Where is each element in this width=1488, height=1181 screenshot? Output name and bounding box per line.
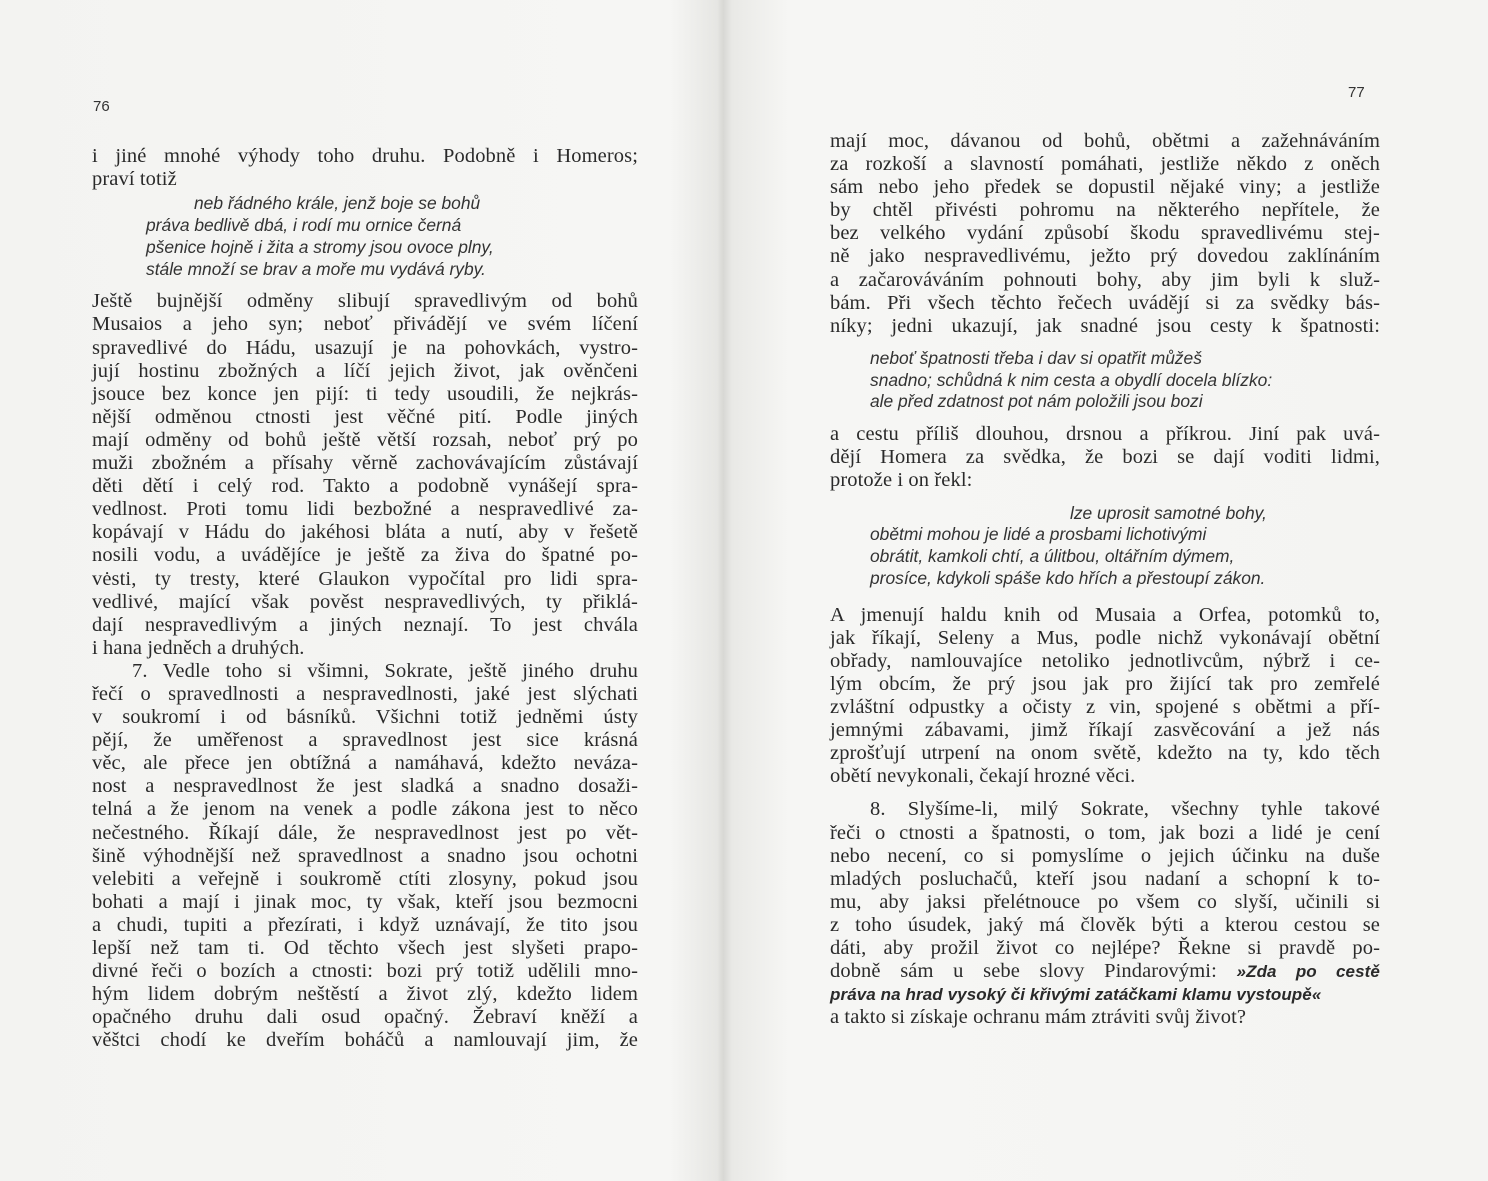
text-line: 7. Vedle toho si všimni, Sokrate, ještě jiného druhu <box>132 659 638 682</box>
text-line: mají odměny od bohů ještě větší rozsah, neboť prý po <box>92 428 638 451</box>
verse-line: obrátit, kamkoli chtí, a úlitbou, oltářním dýmem, <box>870 546 1235 567</box>
text-line: z toho úsudek, jaký má člověk býti a kterou cestou se <box>830 913 1380 936</box>
text-line <box>830 983 1380 1006</box>
text-line: ně jako nespravedlivému, ježto prý dovedou zaklínáním <box>830 245 1380 268</box>
text-line: vėsti, ty tresty, které Glaukon vypočítal pro lidi spra- <box>92 567 638 590</box>
text-line: a takto si získaje ochranu mám ztráviti svůj život? <box>830 1006 1247 1029</box>
text-line: řečí o spravedlnosti a nespravedlnosti, jaké jest slýchati <box>92 682 638 705</box>
left-page <box>0 0 700 1181</box>
right-page-text <box>830 130 1380 1029</box>
text-line: by chtěl přivésti pohromu na některého nepřítele, že <box>830 199 1380 222</box>
text-line: bám. Při všech těchto řečech uvádějí si za svědky bás- <box>830 291 1380 314</box>
verse-quote <box>830 503 1380 590</box>
text-line: za rozkoší a slavností pomáhati, jestliže někdo z oněch <box>830 153 1380 176</box>
page-number-left: 76 <box>93 98 110 115</box>
text-line: jují hostinu zbožných a líčí jejich život, jak ověnčeni <box>92 359 638 382</box>
text-line: nější odměnou ctnosti jest věčné pití. Podle jiných <box>92 405 638 428</box>
verse-quote <box>92 193 638 280</box>
text-line: i hana jedněch a druhých. <box>92 636 305 659</box>
text-line <box>830 960 1380 983</box>
text-line: řeči o ctnosti a špatnosti, o tom, jak bozi a lidé je cení <box>830 821 1380 844</box>
text-line: a začarováváním pohnouti bohy, aby jim byli k služ- <box>830 268 1380 291</box>
text-line: kopávají v Hádu do jakéhosi bláta a nutí, aby v řešetě <box>92 521 638 544</box>
verse-line: práva bedlivě dbá, i rodí mu ornice černá <box>146 214 462 235</box>
text-line: bez velkého vydání způsobí škodu spravedlivému stej- <box>830 222 1380 245</box>
text-line: nost a nespravedlnost že jest sladká a snadno dosaži- <box>92 775 638 798</box>
page-number-right: 77 <box>1348 84 1365 101</box>
text-line: vedlnost. Proti tomu lidi bezbožné a nespravedlivé za- <box>92 498 638 521</box>
text-span: dobně sám u sebe slovy Pindarovými: <box>830 960 1217 983</box>
text-line: nečestného. Říkají dále, že nespravedlnost jest po vět- <box>92 821 638 844</box>
text-line: dají nespravedlivým a jiných neznají. To jest chvála <box>92 613 638 636</box>
text-line: šině výhodnější než spravedlnost a snadno jsou ochotni <box>92 844 638 867</box>
text-line: muži zbožném a přísahy věrně zachovávajícím zůstávají <box>92 452 638 475</box>
text-line: telná a že jenom na venek a podle zákona jest to něco <box>92 798 638 821</box>
verse-line: obětmi mohou je lidé a prosbami lichotivými <box>870 524 1207 545</box>
text-line: věštci chodí ke dveřím boháčů a namlouvají jim, že <box>92 1029 638 1052</box>
verse-line: snadno; schůdná k nim cesta a obydlí docela blízko: <box>870 369 1273 390</box>
text-line: zprošťují utrpení na onom světě, kdežto na ty, kdo těch <box>830 742 1380 765</box>
verse-quote <box>830 348 1380 413</box>
text-line: obřady, namlouvajíce netoliko jednotlivcům, nýbrž i ce- <box>830 649 1380 672</box>
text-line: nebo necení, co si pomyslíme o jejich účinku na duše <box>830 844 1380 867</box>
text-line: velebiti a veřejně i soukromě ctíti zlosyny, pokud jsou <box>92 867 638 890</box>
quote-span: práva na hrad vysoký či křivými zatáčkami klamu vystoupě« <box>830 985 1322 1005</box>
verse-line: ale před zdatnost pot nám položili jsou bozi <box>870 391 1203 412</box>
text-line: zvláštní odpustky a očisty z vin, spojené s obětmi a pří- <box>830 696 1380 719</box>
text-line: bohati a mají i jinak moc, ty však, kteří jsou bezmocni <box>92 890 638 913</box>
text-line: níky; jedni ukazují, jak snadné jsou cesty k špatnosti: <box>830 314 1380 337</box>
text-line: dáti, aby prožil život co nejlépe? Řekne si pravdě po- <box>830 937 1380 960</box>
text-line: opačného druhu dali osud opačný. Žebraví kněží a <box>92 1006 638 1029</box>
text-line: věc, ale přece jen obtížná a namáhavá, kdežto nevázа- <box>92 752 638 775</box>
text-line: dějí Homera za svědka, že bozi se dají voditi lidmi, <box>830 446 1380 469</box>
text-line: sám nebo jeho předek se dopustil nějaké viny; a jestliže <box>830 176 1380 199</box>
text-line: obětí nevykonali, čekají hrozné věci. <box>830 765 1136 788</box>
quote-span: »Zda po cestě <box>1236 962 1380 982</box>
verse-line: lze uprosit samotné bohy, <box>1070 502 1267 523</box>
verse-line: prosíce, kdykoli spáše kdo hřích a přestoupí zákon. <box>870 567 1266 588</box>
text-line: a cestu příliš dlouhou, drsnou a příkrou. Jiní pak uvá- <box>830 423 1380 446</box>
text-line: vedlivé, mající však pověst nespravedlivých, ty přiklá- <box>92 590 638 613</box>
text-line: jsouce bez konce jen pijí: ti tedy usoudili, že nejkrás- <box>92 382 638 405</box>
text-line: spravedlivé do Hádu, usazují je na pohovkách, vystro- <box>92 336 638 359</box>
text-line: A jmenují haldu knih od Musaia a Orfea, potomků to, <box>830 603 1380 626</box>
text-line: jemnými zábavami, jimž říkají zasvěcování a jež nás <box>830 719 1380 742</box>
text-line: a chudi, tupiti a přezírati, i když uznávají, že tito jsou <box>92 913 638 936</box>
text-line: jak říkají, Seleny a Mus, podle nichž vykonávají obětní <box>830 626 1380 649</box>
text-line: mají moc, dávanou od bohů, obětmi a zažehnáváním <box>830 130 1380 152</box>
text-line: lým obcím, že prý jsou jak pro žijící tak pro zemřelé <box>830 672 1380 695</box>
text-line: nosili vodu, a uvádějíce je ještě za živa do špatné po- <box>92 544 638 567</box>
text-line: Musaios a jeho syn; neboť přivádějí ve svém líčení <box>92 313 638 336</box>
text-line: protože i on řekl: <box>830 469 973 492</box>
text-line: divné řeči o bozích a ctnosti: bozi prý totiž udělili mno- <box>92 960 638 983</box>
text-line: praví totiž <box>92 168 177 191</box>
text-line: v soukromí i od básníků. Všichni totiž jedněmi ústy <box>92 706 638 729</box>
verse-line: pšenice hojně i žita a stromy jsou ovoce plny, <box>146 236 494 257</box>
text-line: Ještě bujnější odměny slibují spravedlivým od bohů <box>92 290 638 313</box>
verse-line: neboť špatnosti třeba i dav si opatřit můžeš <box>870 347 1202 368</box>
verse-line: neb řádného krále, jenž boje se bohů <box>194 193 481 214</box>
left-page-text <box>92 145 638 1052</box>
right-page <box>770 0 1488 1181</box>
text-line: děti dětí i celý rod. Takto a podobně vynášejí spra- <box>92 475 638 498</box>
verse-line: stále množí se brav a moře mu vydává ryby. <box>146 258 486 279</box>
text-line: mladých posluchačů, kteří jsou nadaní a schopní k to- <box>830 867 1380 890</box>
text-line: hým lidem dobrým neštěstí a život zlý, kdežto lidem <box>92 983 638 1006</box>
text-line: 8. Slyšíme-li, milý Sokrate, všechny tyhle takové <box>870 798 1380 821</box>
text-line: pějí, že uměřenost a spravedlnost jest sice krásná <box>92 729 638 752</box>
text-line: i jiné mnohé výhody toho druhu. Podobně i Homeros; <box>92 145 638 167</box>
text-line: mu, aby jaksi přelétnouce po všem co slyší, učinili si <box>830 890 1380 913</box>
text-line: lepší než tam ti. Od těchto všech jest slyšeti prapo- <box>92 937 638 959</box>
